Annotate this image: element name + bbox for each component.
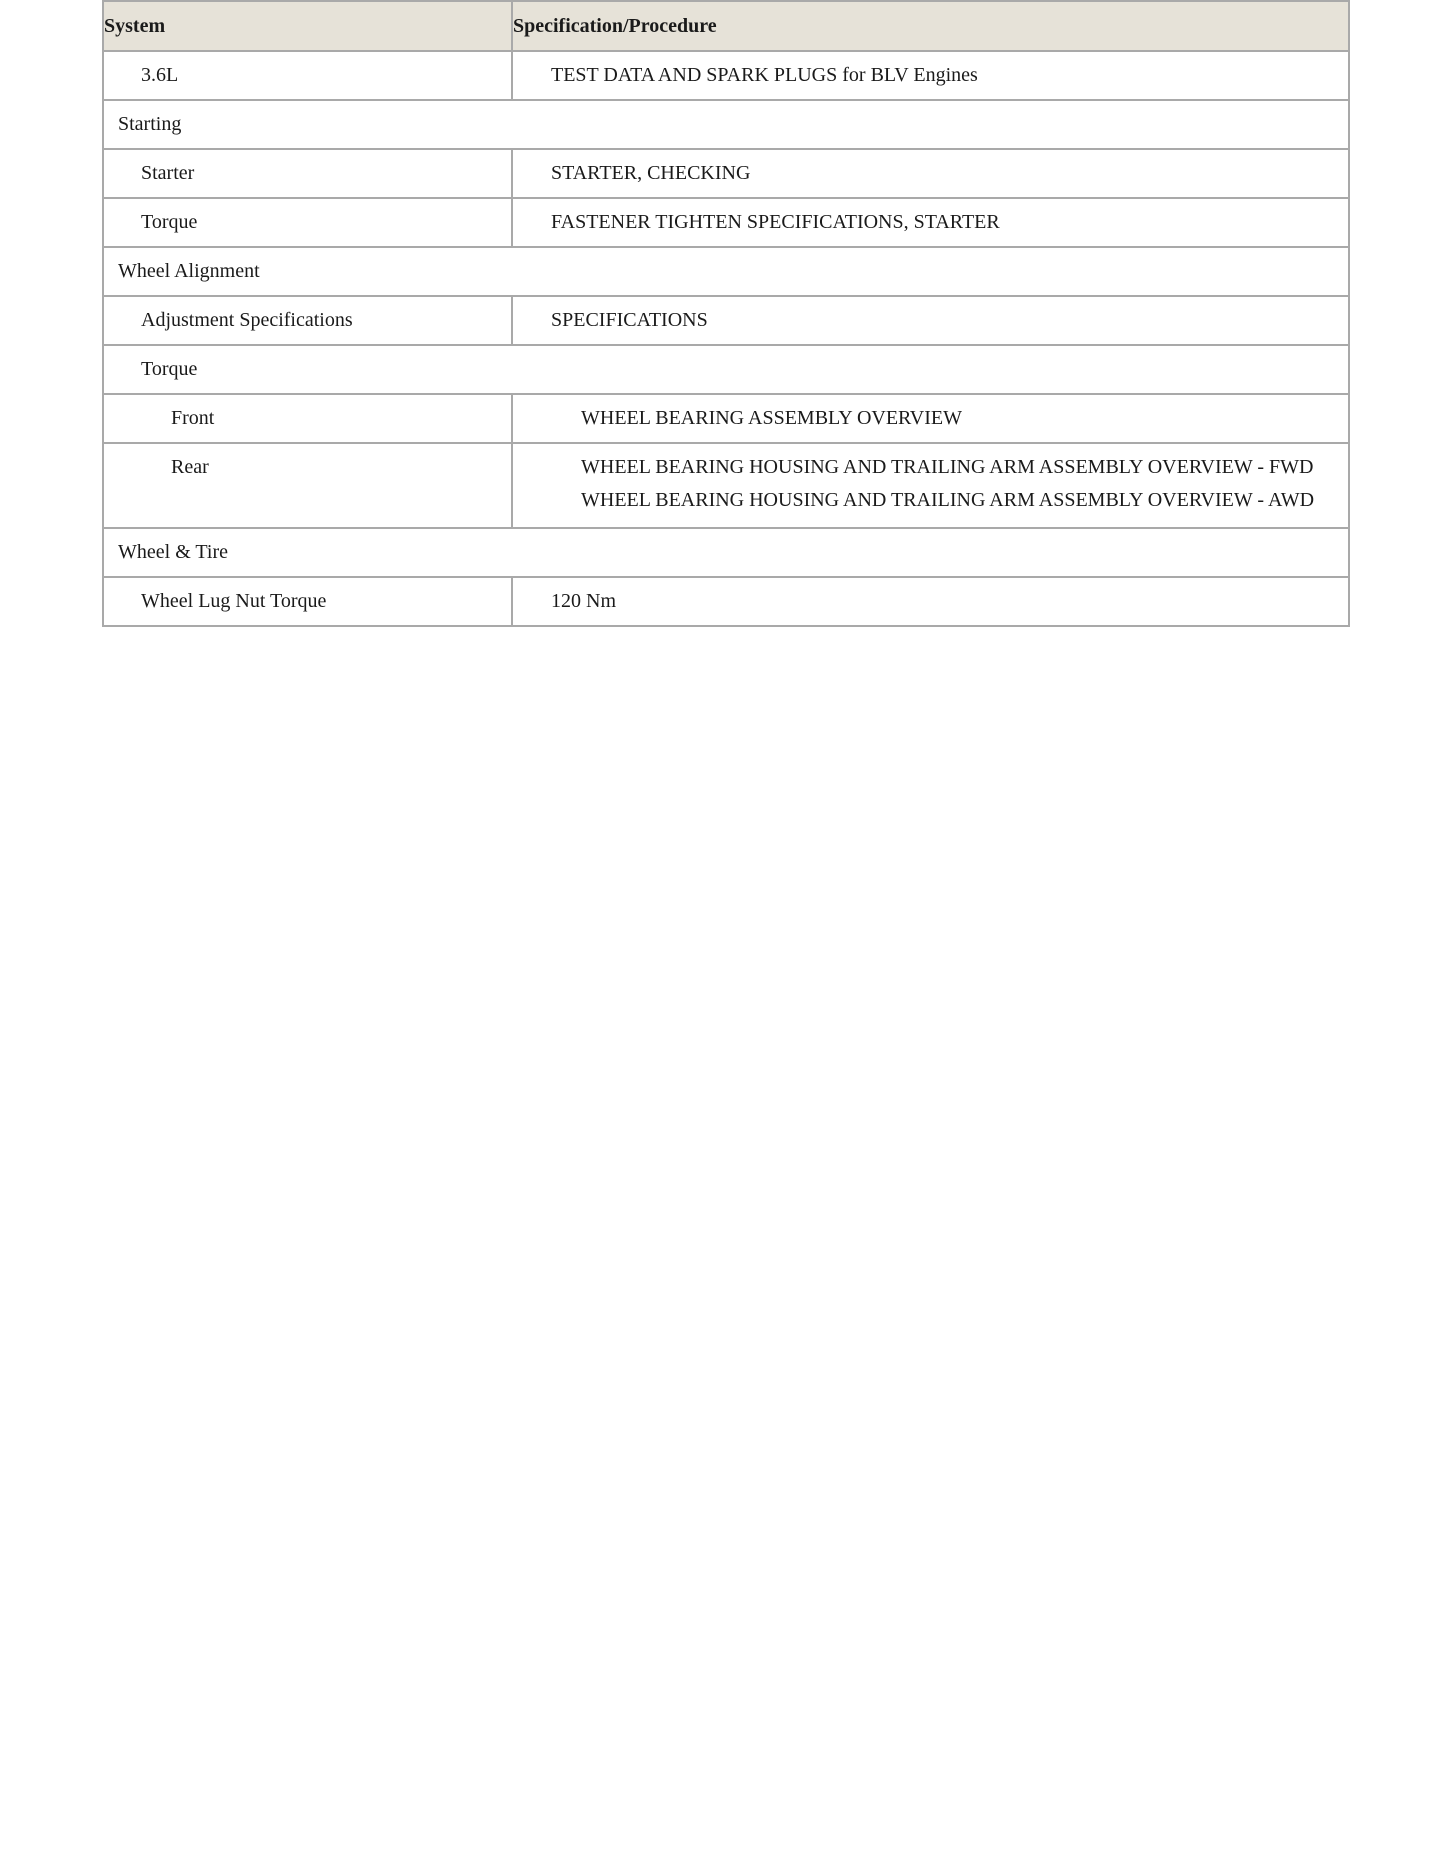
column-header-specification: Specification/Procedure xyxy=(512,1,1349,51)
procedure-link[interactable]: FASTENER TIGHTEN SPECIFICATIONS, STARTER xyxy=(551,211,1000,233)
system-cell: 3.6L xyxy=(103,51,512,100)
section-row xyxy=(103,100,1349,149)
system-cell: Starter xyxy=(103,149,512,198)
spec-cell xyxy=(512,394,1349,443)
spec-cell xyxy=(512,198,1349,247)
section-title: Starting xyxy=(118,113,182,135)
section-cell xyxy=(103,100,1349,149)
table-row xyxy=(103,443,1349,528)
table-row xyxy=(103,296,1349,345)
procedure-link-fwd[interactable]: WHEEL BEARING HOUSING AND TRAILING ARM ASSEMBLY OVERVIEW - FWD xyxy=(581,456,1314,478)
procedure-link[interactable]: WHEEL BEARING ASSEMBLY OVERVIEW xyxy=(581,407,962,429)
procedure-link-awd[interactable]: WHEEL BEARING HOUSING AND TRAILING ARM ASSEMBLY OVERVIEW - AWD xyxy=(581,489,1315,511)
system-cell: Torque xyxy=(103,198,512,247)
table-row xyxy=(103,198,1349,247)
table-row xyxy=(103,394,1349,443)
section-cell xyxy=(103,247,1349,296)
section-title: Wheel Alignment xyxy=(118,260,260,282)
system-cell: Adjustment Specifications xyxy=(103,296,512,345)
spec-cell xyxy=(512,443,1349,528)
section-row xyxy=(103,247,1349,296)
section-title: Wheel & Tire xyxy=(118,541,228,563)
table-header-row xyxy=(103,1,1349,51)
spec-value: 120 Nm xyxy=(551,590,616,612)
table-row xyxy=(103,577,1349,626)
procedure-link[interactable]: STARTER, CHECKING xyxy=(551,162,751,184)
table-row xyxy=(103,51,1349,100)
procedure-link[interactable]: SPECIFICATIONS xyxy=(551,309,708,331)
section-row xyxy=(103,528,1349,577)
system-cell: Rear xyxy=(103,443,512,528)
specification-table xyxy=(102,0,1350,627)
procedure-link[interactable]: TEST DATA AND SPARK PLUGS for BLV Engines xyxy=(551,64,978,86)
spec-cell xyxy=(512,296,1349,345)
subsection-title: Torque xyxy=(141,358,198,380)
column-header-system: System xyxy=(103,1,512,51)
spec-cell xyxy=(512,51,1349,100)
subsection-cell xyxy=(103,345,1349,394)
system-cell: Wheel Lug Nut Torque xyxy=(103,577,512,626)
subsection-row xyxy=(103,345,1349,394)
system-cell: Front xyxy=(103,394,512,443)
section-cell xyxy=(103,528,1349,577)
spec-cell xyxy=(512,149,1349,198)
spec-cell xyxy=(512,577,1349,626)
table-row xyxy=(103,149,1349,198)
